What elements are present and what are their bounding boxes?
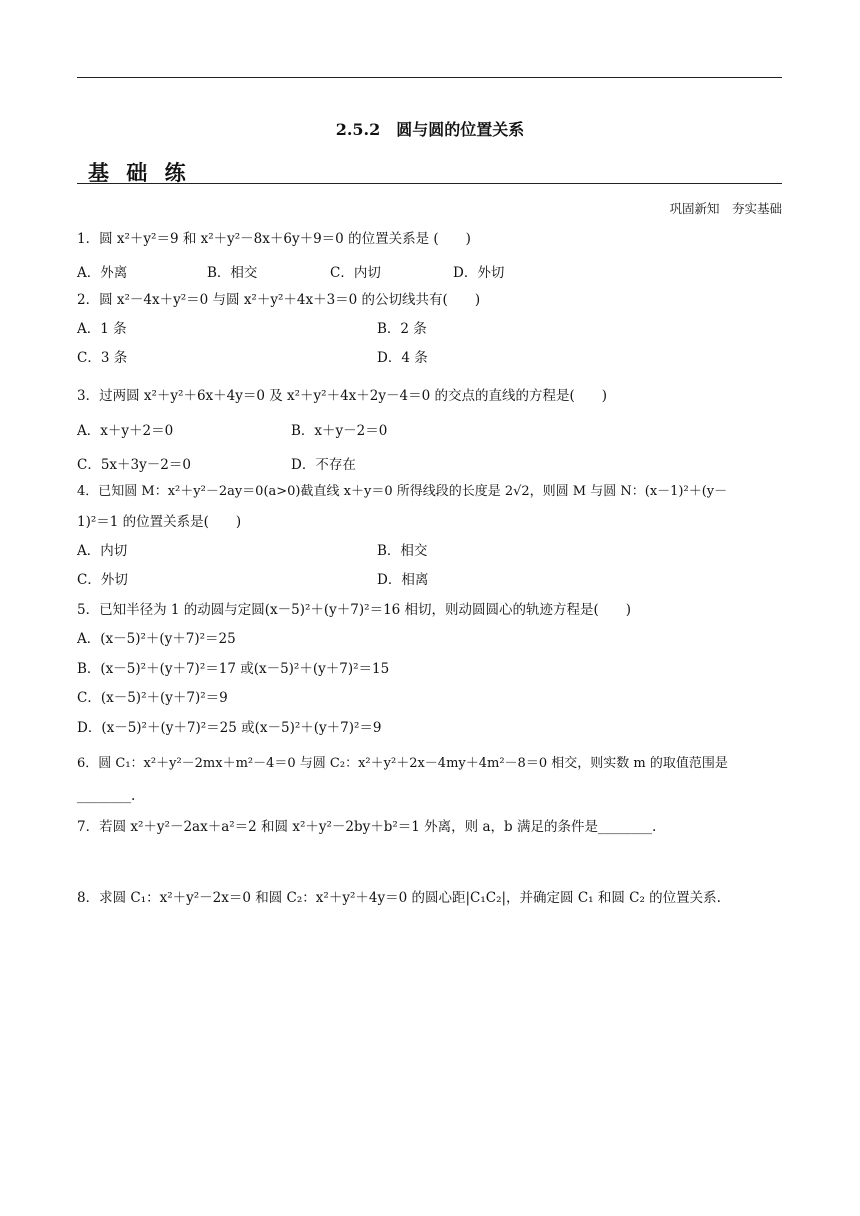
question-2-option-b: B．2 条 — [377, 321, 427, 337]
question-2-option-a: A．1 条 — [77, 321, 127, 337]
question-1-option-a: A．外离 — [77, 265, 128, 281]
question-5-option-a: A．(x－5)²＋(y＋7)²＝25 — [77, 631, 236, 647]
question-6-stem-line-2: ________. — [77, 788, 136, 804]
question-3-option-a: A．x＋y＋2＝0 — [77, 423, 174, 439]
question-4-stem-line-2: 1)²＝1 的位置关系是( ) — [77, 514, 242, 530]
question-5-stem: 5．已知半径为 1 的动圆与定圆(x－5)²＋(y＋7)²＝16 相切，则动圆圆心的轨迹方程是( ) — [77, 602, 632, 618]
page-title: 2.5.2 圆与圆的位置关系 — [335, 120, 525, 139]
question-4-stem-line-1: 4．已知圆 M：x²＋y²－2ay＝0(a>0)截直线 x＋y＝0 所得线段的长度是 2√2，则圆 M 与圆 N：(x－1)²＋(y－ — [77, 484, 728, 499]
question-4-option-d: D．相离 — [377, 572, 429, 588]
question-1-option-c: C．内切 — [330, 265, 381, 281]
question-3-option-d: D．不存在 — [291, 457, 356, 473]
question-4-option-a: A．内切 — [77, 543, 128, 559]
question-2-stem: 2．圆 x²－4x＋y²＝0 与圆 x²＋y²＋4x＋3＝0 的公切线共有( ) — [77, 292, 481, 308]
question-5-option-b: B．(x－5)²＋(y＋7)²＝17 或(x－5)²＋(y＋7)²＝15 — [77, 661, 390, 677]
question-3-option-b: B．x＋y－2＝0 — [291, 423, 388, 439]
question-2-option-c: C．3 条 — [77, 350, 128, 366]
question-4-option-b: B．相交 — [377, 543, 428, 559]
question-1-option-b: B．相交 — [207, 265, 258, 281]
section-subtitle: 巩固新知 夯实基础 — [669, 201, 782, 216]
question-3-option-c: C．5x＋3y－2＝0 — [77, 457, 191, 473]
question-8-stem: 8．求圆 C₁：x²＋y²－2x＝0 和圆 C₂：x²＋y²＋4y＝0 的圆心距|C₁C₂|，并确定圆 C₁ 和圆 C₂ 的位置关系. — [77, 890, 721, 906]
section-heading: 基 础 练 — [88, 161, 191, 185]
section-rule — [77, 183, 782, 184]
question-6-stem-line-1: 6．圆 C₁：x²＋y²－2mx＋m²－4＝0 与圆 C₂：x²＋y²＋2x－4my＋4m²－8＝0 相交，则实数 m 的取值范围是 — [77, 756, 728, 771]
question-7-stem: 7．若圆 x²＋y²－2ax＋a²＝2 和圆 x²＋y²－2by＋b²＝1 外离，则 a，b 满足的条件是________. — [77, 819, 657, 835]
question-1-option-d: D．外切 — [453, 265, 505, 281]
question-1-stem: 1．圆 x²＋y²＝9 和 x²＋y²－8x＋6y＋9＝0 的位置关系是 ( ) — [77, 231, 471, 247]
question-4-option-c: C．外切 — [77, 572, 128, 588]
question-5-option-c: C．(x－5)²＋(y＋7)²＝9 — [77, 690, 228, 706]
question-5-option-d: D．(x－5)²＋(y＋7)²＝25 或(x－5)²＋(y＋7)²＝9 — [77, 720, 382, 736]
question-3-stem: 3．过两圆 x²＋y²＋6x＋4y＝0 及 x²＋y²＋4x＋2y－4＝0 的交点的直线的方程是( ) — [77, 388, 608, 404]
question-2-option-d: D．4 条 — [377, 350, 428, 366]
header-rule — [77, 77, 782, 78]
